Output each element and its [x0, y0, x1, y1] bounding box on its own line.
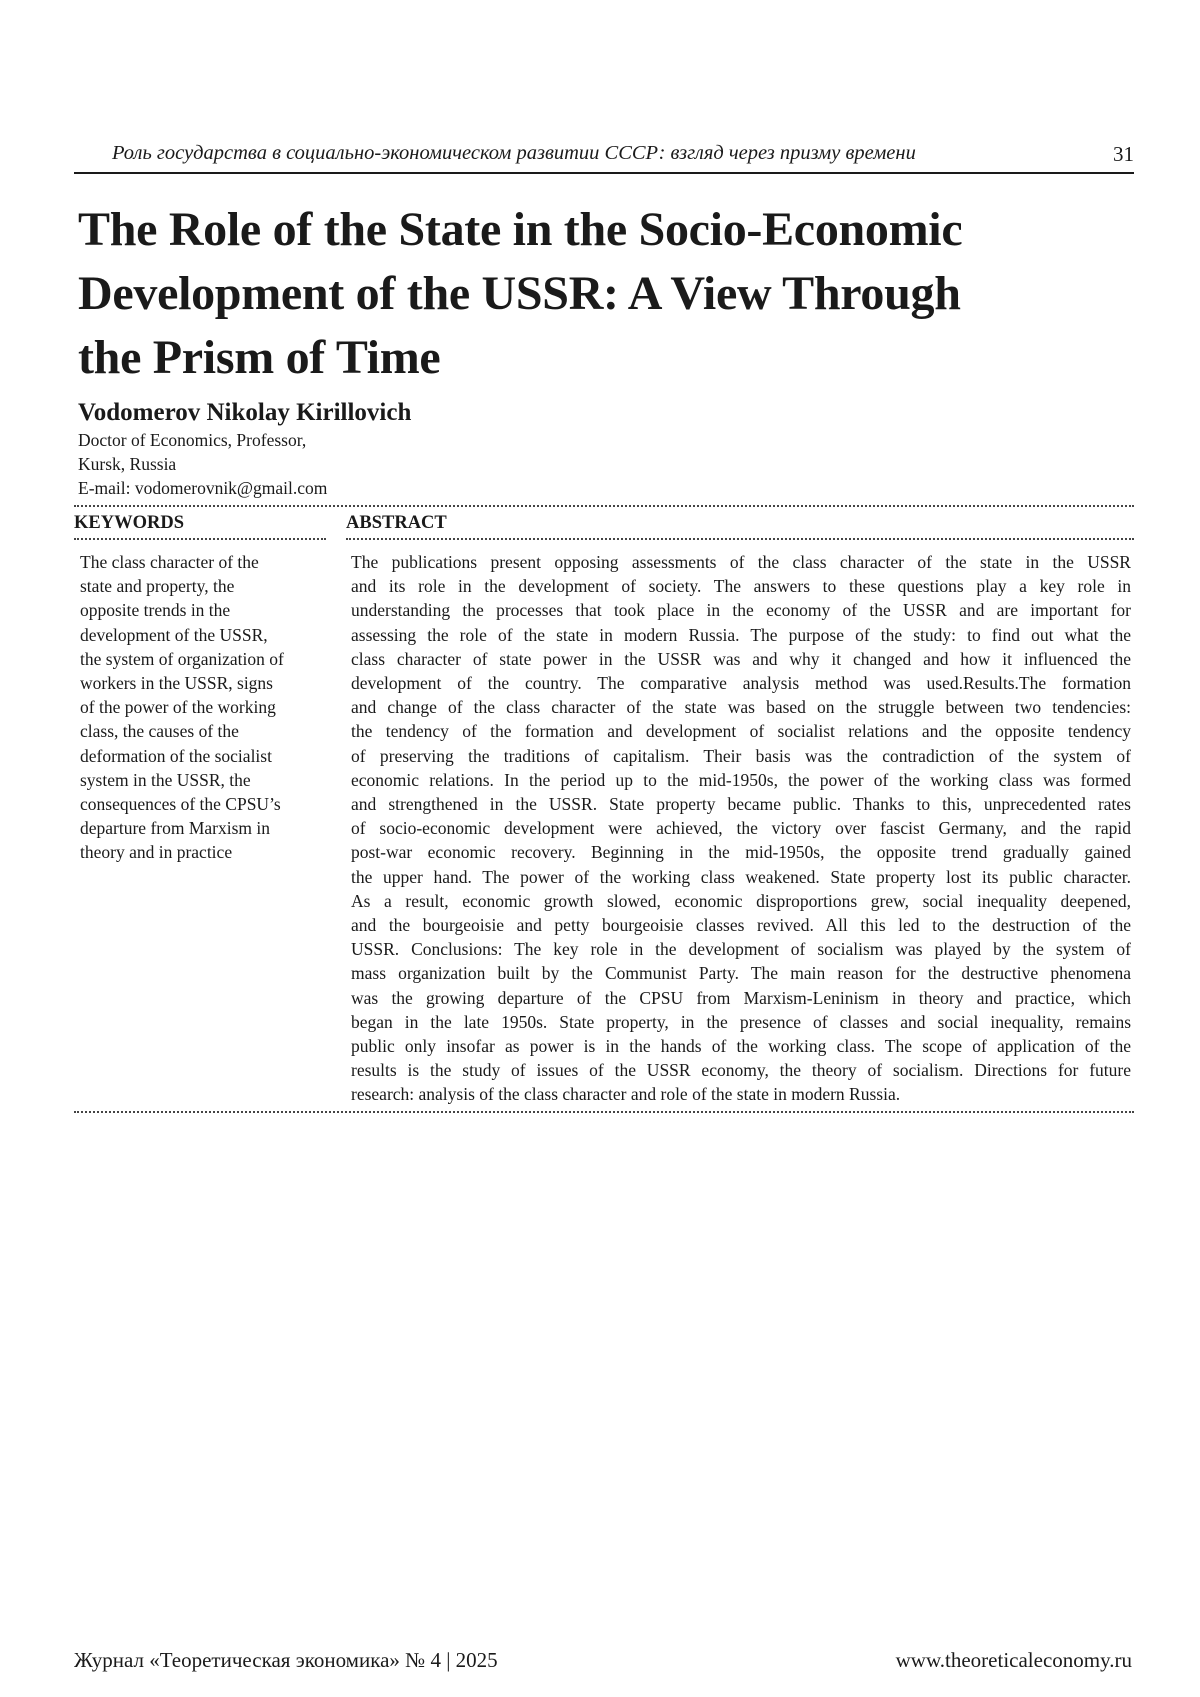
keywords-line: class, the causes of the — [80, 721, 239, 742]
abstract-line: began in the late 1950s. State property, in the presence of classes and social inequality, remains — [351, 1011, 1131, 1032]
website-link[interactable]: www.theoreticaleconomy.ru — [895, 1648, 1132, 1672]
journal-footer: Журнал «Теоретическая экономика» № 4 | 2025 — [74, 1648, 498, 1672]
keywords-line: development of the USSR, — [80, 624, 268, 645]
author-degree: Doctor of Economics, Professor, — [78, 430, 307, 450]
abstract-line: of preserving the traditions of capitalism. Their basis was the contradiction of the system of — [351, 745, 1131, 766]
author-email: E-mail: vodomerovnik@gmail.com — [78, 478, 328, 498]
keywords-line: system in the USSR, the — [80, 769, 251, 790]
keywords-line: the system of organization of — [80, 648, 284, 669]
keywords-underline — [74, 538, 326, 540]
keywords-label: KEYWORDS — [74, 513, 184, 533]
keywords-line: consequences of the CPSU’s — [80, 794, 281, 815]
page-number: 31 — [1113, 142, 1134, 166]
abstract-line: assessing the role of the state in modern Russia. The purpose of the study: to find out what the — [351, 624, 1131, 645]
keywords-line: The class character of the — [80, 552, 259, 572]
abstract-line: economic relations. In the period up to the mid-1950s, the power of the working class was formed — [351, 769, 1131, 790]
abstract-line: As a result, economic growth slowed, economic disproportions grew, social inequality deepened, — [351, 890, 1131, 911]
abstract-line: and change of the class character of the state was based on the struggle between two tendencies: — [351, 697, 1131, 718]
abstract-line: results is the study of issues of the USSR economy, the theory of socialism. Directions for future — [351, 1060, 1131, 1081]
running-header — [74, 138, 1134, 174]
divider-top — [74, 505, 1134, 507]
abstract-line: USSR. Conclusions: The key role in the development of socialism was played by the system of — [351, 939, 1131, 960]
abstract-line: mass organization built by the Communist Party. The main reason for the destructive phenomena — [351, 963, 1131, 984]
abstract-line: and its role in the development of society. The answers to these questions play a key role in — [351, 576, 1131, 597]
abstract-line: the tendency of the formation and development of socialist relations and the opposite tendency — [351, 721, 1131, 742]
abstract-line: research: analysis of the class character and role of the state in modern Russia. — [351, 1084, 901, 1105]
abstract-line: class character of state power in the USSR was and why it changed and how it influenced the — [351, 648, 1131, 669]
author-affiliation — [78, 428, 327, 500]
divider-bottom — [74, 1111, 1134, 1113]
author-location: Kursk, Russia — [78, 454, 177, 474]
title-line: the Prism of Time — [78, 331, 441, 384]
keywords-line: departure from Marxism in — [80, 818, 271, 839]
abstract-body — [351, 550, 1131, 1107]
title-line: Development of the USSR: A View Through — [78, 267, 961, 320]
abstract-line: of socio-economic development were achieved, the victory over fascist Germany, and the rapid — [351, 818, 1131, 839]
abstract-line: the upper hand. The power of the working class weakened. State property lost its public character. — [351, 866, 1131, 887]
keywords-list — [80, 550, 320, 865]
keywords-line: of the power of the working — [80, 697, 276, 718]
title-line: The Role of the State in the Socio-Economic — [78, 203, 963, 256]
keywords-line: state and property, the — [80, 576, 235, 597]
abstract-line: development of the country. The comparative analysis method was used.Results.The formation — [351, 673, 1131, 694]
abstract-underline — [346, 538, 1134, 540]
keywords-line: deformation of the socialist — [80, 745, 272, 766]
abstract-line: and the bourgeoisie and petty bourgeoisie classes revived. All this led to the destruction of the — [351, 915, 1131, 936]
abstract-line: understanding the processes that took place in the economy of the USSR and are important for — [351, 600, 1131, 621]
keywords-line: theory and in practice — [80, 842, 233, 863]
abstract-line: was the growing departure of the CPSU from Marxism-Leninism in theory and practice, which — [351, 987, 1131, 1008]
abstract-line: public only insofar as power is in the hands of the working class. The scope of application of the — [351, 1036, 1131, 1057]
running-title: Роль государства в социально-экономическом развитии СССР: взгляд через призму времени — [112, 142, 916, 164]
abstract-line: and strengthened in the USSR. State property became public. Thanks to this, unprecedented rates — [351, 794, 1131, 815]
author-name: Vodomerov Nikolay Kirillovich — [78, 399, 412, 426]
abstract-line: The publications present opposing assessments of the class character of the state in the USSR — [351, 552, 1131, 572]
article-title — [78, 198, 1118, 390]
abstract-line: post-war economic recovery. Beginning in the mid-1950s, the opposite trend gradually gained — [351, 842, 1131, 863]
keywords-line: workers in the USSR, signs — [80, 673, 273, 694]
keywords-line: opposite trends in the — [80, 600, 231, 621]
abstract-label: ABSTRACT — [346, 513, 447, 533]
